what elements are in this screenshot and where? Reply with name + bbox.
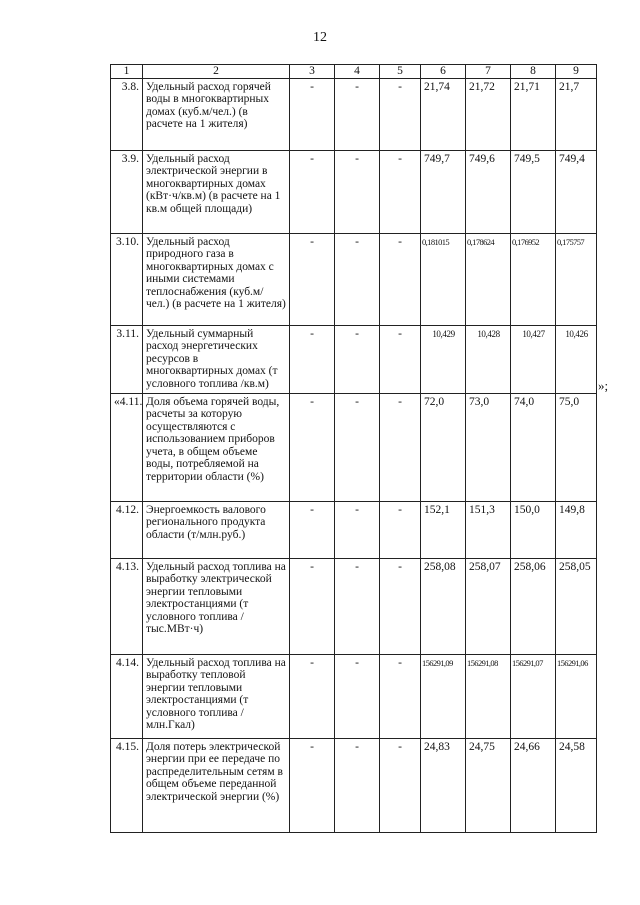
cell-col5: - — [380, 150, 421, 233]
col-header-3: 3 — [290, 65, 335, 79]
cell-col9: 149,8 — [556, 501, 597, 558]
cell-col3: - — [290, 654, 335, 738]
cell-col5: - — [380, 78, 421, 150]
col-header-7: 7 — [466, 65, 511, 79]
cell-col4: - — [335, 558, 380, 654]
cell-col3: - — [290, 78, 335, 150]
cell-col3: - — [290, 501, 335, 558]
cell-col6: 156291,09 — [421, 654, 466, 738]
cell-col9: 258,05 — [556, 558, 597, 654]
col-header-5: 5 — [380, 65, 421, 79]
cell-col9: 0,175757 — [556, 233, 597, 325]
col-header-9: 9 — [556, 65, 597, 79]
table-row — [111, 654, 597, 738]
cell-col7: 21,72 — [466, 78, 511, 150]
indicator-table — [110, 64, 597, 833]
cell-col7: 73,0 — [466, 393, 511, 501]
table-row — [111, 393, 597, 501]
cell-col6: 24,83 — [421, 738, 466, 832]
cell-col9: 749,4 — [556, 150, 597, 233]
cell-col6: 21,74 — [421, 78, 466, 150]
cell-col4: - — [335, 325, 380, 393]
cell-col4: - — [335, 393, 380, 501]
cell-col6: 258,08 — [421, 558, 466, 654]
indicator-description: Удельный расход природного газа в многоквартирных домах с иными системами теплоснабжения (куб.м/чел.) (в расчете на 1 жителя) — [143, 233, 290, 325]
indicator-description: Удельный расход топлива на выработку электрической энергии тепловыми электростанциями (т условного топлива /тыс.МВт·ч) — [143, 558, 290, 654]
row-number: 4.15. — [111, 738, 143, 832]
cell-col5: - — [380, 393, 421, 501]
table-row — [111, 325, 597, 393]
cell-col4: - — [335, 501, 380, 558]
cell-col7: 151,3 — [466, 501, 511, 558]
cell-col8: 21,71 — [511, 78, 556, 150]
row-number: 3.9. — [111, 150, 143, 233]
cell-col4: - — [335, 654, 380, 738]
cell-col3: - — [290, 558, 335, 654]
cell-col9: 10,426 — [556, 325, 597, 393]
table-row — [111, 558, 597, 654]
cell-col7: 0,178624 — [466, 233, 511, 325]
table-row — [111, 738, 597, 832]
row-number: 3.8. — [111, 78, 143, 150]
indicator-description: Энергоемкость валового регионального продукта области (т/млн.руб.) — [143, 501, 290, 558]
cell-col4: - — [335, 78, 380, 150]
closing-quote-mark: »; — [598, 378, 609, 393]
cell-col8: 258,06 — [511, 558, 556, 654]
cell-col5: - — [380, 738, 421, 832]
indicator-description: Доля объема горячей воды, расчеты за которую осуществляются с использованием приборов учета, в общем объеме воды, потребляемой на территории области (%) — [143, 393, 290, 501]
cell-col9: 75,0 — [556, 393, 597, 501]
row-number: 3.11. — [111, 325, 143, 393]
cell-col6: 749,7 — [421, 150, 466, 233]
cell-col6: 152,1 — [421, 501, 466, 558]
table-row — [111, 233, 597, 325]
row-number: «4.11. — [111, 393, 143, 501]
cell-col5: - — [380, 325, 421, 393]
cell-col4: - — [335, 150, 380, 233]
cell-col6: 0,181015 — [421, 233, 466, 325]
cell-col7: 10,428 — [466, 325, 511, 393]
indicator-description: Удельный расход топлива на выработку тепловой энергии тепловыми электростанциями (т условного топлива /млн.Гкал) — [143, 654, 290, 738]
table-row — [111, 150, 597, 233]
col-header-2: 2 — [143, 65, 290, 79]
cell-col8: 749,5 — [511, 150, 556, 233]
cell-col8: 24,66 — [511, 738, 556, 832]
cell-col8: 74,0 — [511, 393, 556, 501]
cell-col5: - — [380, 654, 421, 738]
table-row — [111, 78, 597, 150]
table-row — [111, 501, 597, 558]
cell-col4: - — [335, 233, 380, 325]
cell-col8: 0,176952 — [511, 233, 556, 325]
cell-col3: - — [290, 393, 335, 501]
cell-col3: - — [290, 150, 335, 233]
cell-col8: 150,0 — [511, 501, 556, 558]
cell-col7: 24,75 — [466, 738, 511, 832]
indicator-description: Удельный суммарный расход энергетических ресурсов в многоквартирных домах (т условного топлива /кв.м) — [143, 325, 290, 393]
cell-col3: - — [290, 233, 335, 325]
col-header-4: 4 — [335, 65, 380, 79]
cell-col9: 21,7 — [556, 78, 597, 150]
page-number: 12 — [313, 30, 327, 45]
col-header-1: 1 — [111, 65, 143, 79]
indicator-description: Удельный расход электрической энергии в многоквартирных домах (кВт·ч/кв.м) (в расчете на 1 кв.м общей площади) — [143, 150, 290, 233]
cell-col9: 24,58 — [556, 738, 597, 832]
indicator-description: Удельный расход горячей воды в многоквартирных домах (куб.м/чел.) (в расчете на 1 жителя) — [143, 78, 290, 150]
cell-col7: 156291,08 — [466, 654, 511, 738]
row-number: 4.12. — [111, 501, 143, 558]
cell-col5: - — [380, 501, 421, 558]
cell-col5: - — [380, 233, 421, 325]
cell-col5: - — [380, 558, 421, 654]
cell-col3: - — [290, 325, 335, 393]
indicator-description: Доля потерь электрической энергии при ее передаче по распределительным сетям в общем объеме переданной электрической энергии (%) — [143, 738, 290, 832]
cell-col9: 156291,06 — [556, 654, 597, 738]
cell-col6: 10,429 — [421, 325, 466, 393]
cell-col6: 72,0 — [421, 393, 466, 501]
row-number: 4.13. — [111, 558, 143, 654]
row-number: 4.14. — [111, 654, 143, 738]
col-header-8: 8 — [511, 65, 556, 79]
row-number: 3.10. — [111, 233, 143, 325]
cell-col7: 749,6 — [466, 150, 511, 233]
cell-col3: - — [290, 738, 335, 832]
col-header-6: 6 — [421, 65, 466, 79]
cell-col7: 258,07 — [466, 558, 511, 654]
cell-col8: 10,427 — [511, 325, 556, 393]
cell-col8: 156291,07 — [511, 654, 556, 738]
cell-col4: - — [335, 738, 380, 832]
header-row — [111, 65, 597, 79]
